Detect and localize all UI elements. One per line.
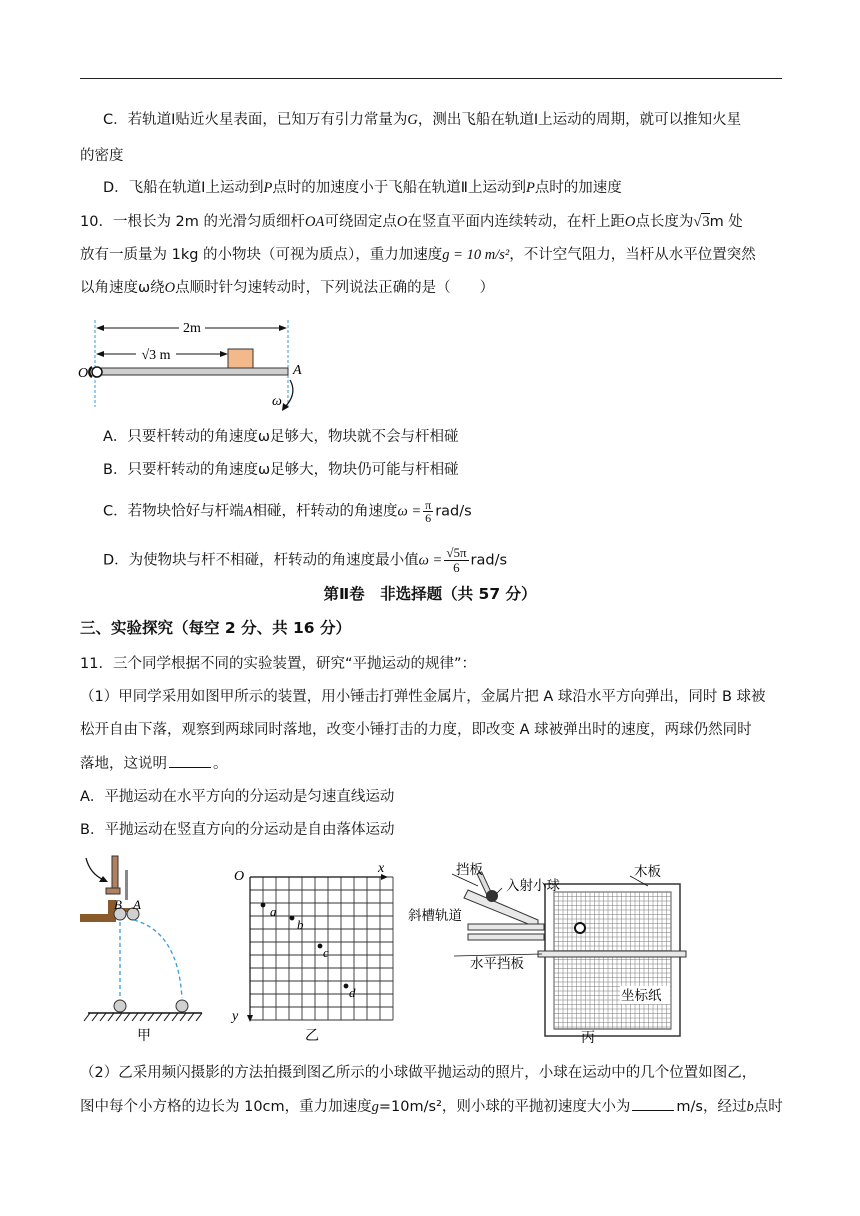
q10-option-c: C．若物块恰好与杆端A相碰，杆转动的角速度ω = $\frac{\pi}{6}$ rad/s [103,498,472,525]
q10-option-a: A．只要杆转动的角速度ω足够大，物块就不会与杆相碰 [103,429,459,445]
svg-text:丙: 丙 [581,1030,595,1044]
point-b-label: b [297,917,304,932]
section-3-title: 三、实验探究（每空 2 分、共 16 分） [80,619,351,637]
rod-diagram [76,312,306,417]
q10-stem-1: 10．一根长为 2m 的光滑匀质细杆OA可绕固定点O在竖直平面内连续转动，在杆上距O点长度为√3m 处 [80,214,743,230]
label-a: A [293,363,302,378]
q11-p1-line2: 松开自由下落，观察到两球同时落地，改变小锤打击的力度，即改变 A 球被弹出时的速度，两球仍然同时 [80,722,752,738]
svg-text:A: A [133,897,141,912]
point-a-label: a [270,904,277,919]
figure-bing [408,858,698,1044]
label-omega: ω [272,394,282,409]
q9-option-c: C．若轨道Ⅰ贴近火星表面，已知万有引力常量为G，测出飞船在轨道Ⅰ上运动的周期，就可以推知火星 [103,112,742,128]
figure-yi [226,862,396,1044]
q10-stem-2: 放有一质量为 1kg 的小物块（可视为质点），重力加速度g = 10 m/s²，不计空气阻力，当杆从水平位置突然 [80,247,756,263]
q10-option-b: B．只要杆转动的角速度ω足够大，物块仍可能与杆相碰 [103,462,459,478]
svg-text:x: x [378,862,385,876]
q9-option-d: D．飞船在轨道Ⅰ上运动到P点时的加速度小于飞船在轨道Ⅱ上运动到P点时的加速度 [103,180,622,196]
svg-text:水平挡板: 水平挡板 [470,956,524,972]
svg-text:B: B [114,897,122,912]
svg-text:乙: 乙 [305,1028,319,1044]
q10-option-d: D．为使物块与杆不相碰，杆转动的角速度最小值ω = $\frac{√5\pi}{6}$ rad/s [103,545,508,575]
svg-text:坐标纸: 坐标纸 [621,988,662,1004]
svg-text:挡板: 挡板 [456,862,483,878]
q10-stem-3: 以角速度ω绕O点顺时针匀速转动时，下列说法正确的是（ ） [80,280,495,296]
q11-p1-line3: 落地，这说明 。 [80,753,228,774]
svg-text:斜槽轨道: 斜槽轨道 [408,908,462,924]
hammer-arrow-icon [99,876,108,882]
length-total-label: 2m [183,321,201,336]
label-o: O [78,366,89,381]
svg-text:甲: 甲 [137,1028,151,1044]
point-c-label: c [323,945,329,960]
point-d-label: d [349,985,356,1000]
svg-text:木板: 木板 [634,864,661,880]
q11-option-a: A．平抛运动在水平方向的分运动是匀速直线运动 [80,789,395,805]
q11-option-b: B．平抛运动在竖直方向的分运动是自由落体运动 [80,822,395,838]
answer-blank-1[interactable] [169,753,211,768]
svg-text:O: O [234,869,245,884]
q11-p2-line2: 图中每个小方格的边长为 10cm，重力加速度g=10m/s²，则小球的平抛初速度大小为 m/s，经过b点时 [80,1096,783,1117]
q11-p2-line1: （2）乙采用频闪摄影的方法拍摄到图乙所示的小球做平抛运动的照片，小球在运动中的几个位置如图乙， [80,1065,757,1081]
small-block [228,349,253,368]
figure-jia [78,852,208,1044]
section-2-title: 第Ⅱ卷 非选择题（共 57 分） [323,585,537,603]
header-rule [80,78,782,79]
svg-text:入射小球: 入射小球 [506,878,560,894]
q9-option-c-cont: 的密度 [80,148,124,164]
q11-intro: 11．三个同学根据不同的实验装置，研究“平抛运动的规律”： [80,656,476,672]
svg-text:y: y [232,1009,239,1024]
length-block-label: √3 m [141,348,171,363]
answer-blank-2[interactable] [632,1096,674,1111]
q11-p1-line1: （1）甲同学采用如图甲所示的装置，用小锤击打弹性金属片，金属片把 A 球沿水平方向弹出，同时 B 球被 [80,689,766,705]
rod [98,368,288,375]
pivot-icon [92,367,102,377]
